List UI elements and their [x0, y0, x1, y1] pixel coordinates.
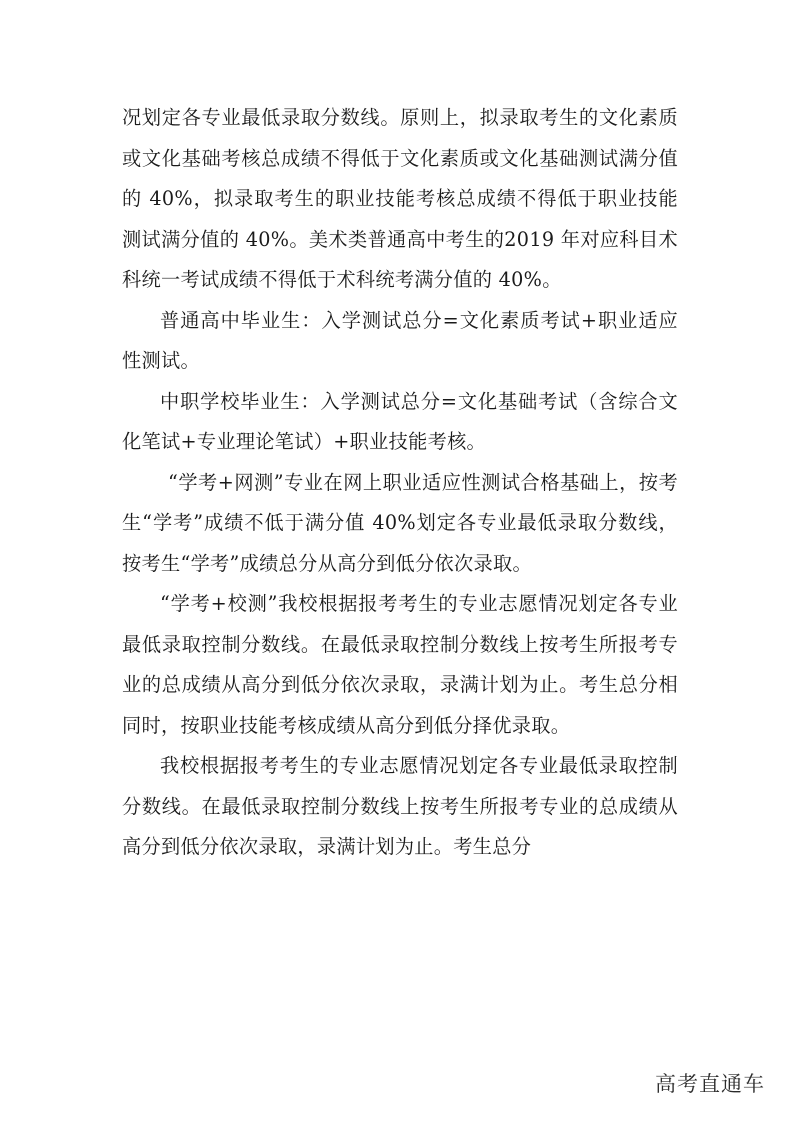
paragraph-high-school-graduates: 普通高中毕业生：入学测试总分=文化素质考试+职业适应性测试。 [122, 308, 678, 372]
paragraph-vocational-graduates: 中职学校毕业生：入学测试总分=文化基础考试（含综合文化笔试+专业理论笔试）+职业技能考核。 [122, 389, 678, 453]
paragraph-xuekao-xiaoce: “学考+校测”我校根据报考考生的专业志愿情况划定各专业最低录取控制分数线。在最低录取控制分数线上按考生所报考专业的总成绩从高分到低分依次录取，录满计划为止。考生总分相同时，按职业技能考核成绩从高分到低分择优录取。 [122, 592, 678, 737]
paragraph-school-ranking: 我校根据报考考生的专业志愿情况划定各专业最低录取控制分数线。在最低录取控制分数线上按考生所报考专业的总成绩从高分到低分依次录取，录满计划为止。考生总分 [122, 754, 678, 858]
watermark-logo: 高考直通车 [655, 1072, 765, 1096]
document-body [122, 98, 678, 868]
paragraph-xuekao-wangce: “学考+网测”专业在网上职业适应性测试合格基础上，按考生“学考”成绩不低于满分值 40%划定各专业最低录取分数线，按考生“学考”成绩总分从高分到低分依次录取。 [122, 470, 678, 575]
paragraph-admission-threshold: 况划定各专业最低录取分数线。原则上，拟录取考生的文化素质或文化基础考核总成绩不得低于文化素质或文化基础测试满分值的 40%，拟录取考生的职业技能考核总成绩不得低于职业技能测试满分值的 40%。美术类普通高中考生的2019 年对应科目术科统一考试成绩不得低于术科统考满分值的 40%。 [122, 106, 678, 291]
